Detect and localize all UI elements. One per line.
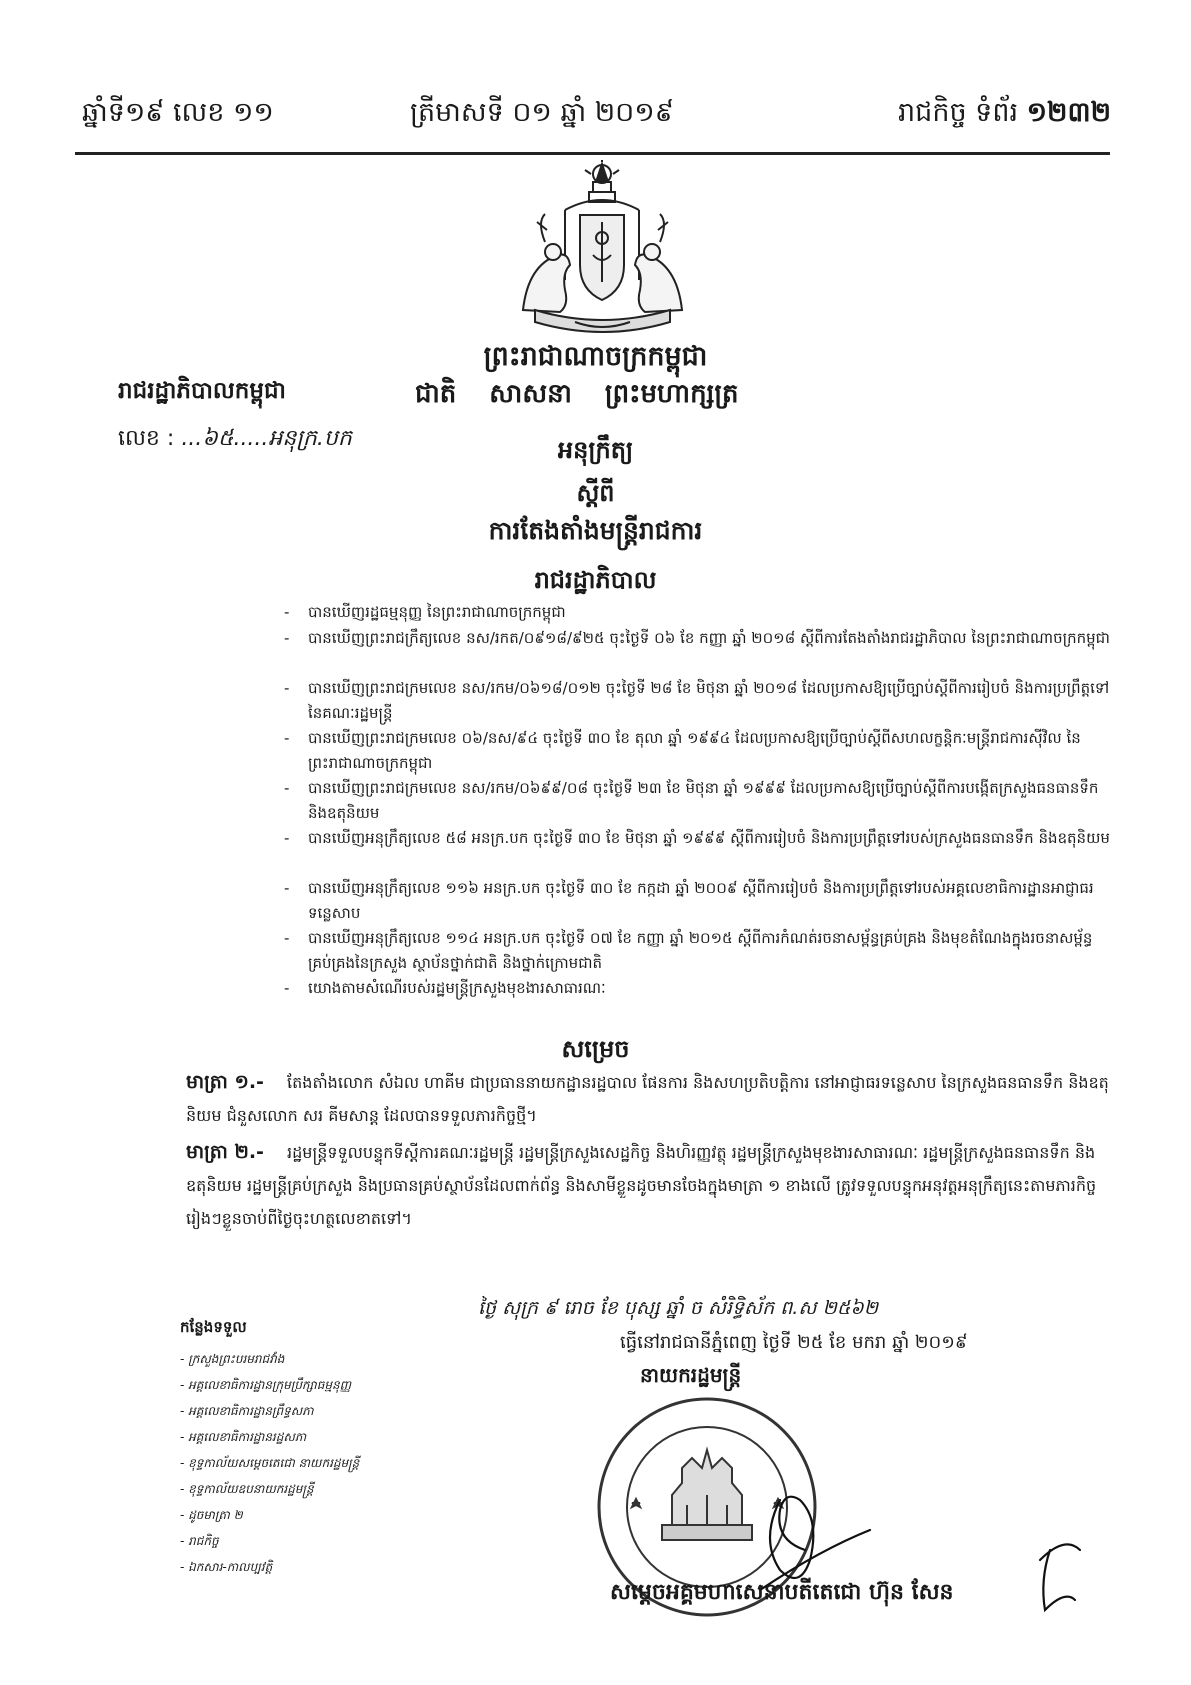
solar-date: ធ្វើនៅរាជធានីភ្នំពេញ ថ្ងៃទី ២៥ ខែ មករា ឆ្នាំ ២០១៩ — [620, 1332, 968, 1353]
recipients-list — [180, 1318, 440, 1580]
recipient-item: - ក្រសួងព្រះបរមរាជវាំង — [180, 1352, 285, 1366]
reference-item: - បានឃើញព្រះរាជក្រឹត្យលេខ នស/រកត/០៩១៨/៩២៥ ចុះថ្ងៃទី ០៦ ខែ កញ្ញា ឆ្នាំ ២០១៨ ស្តីពីការតែងតាំងរាជរដ្ឋាភិបាល នៃព្រះរាជាណាចក្រកម្ពុជា — [280, 626, 1110, 676]
reference-item: - យោងតាមសំណើរបស់រដ្ឋមន្ត្រីក្រសួងមុខងារសាធារណៈ — [280, 976, 1110, 1002]
reference-item: - បានឃើញអនុក្រឹត្យលេខ ១១៦ អនក្រ.បក ចុះថ្ងៃទី ៣០ ខែ កក្កដា ឆ្នាំ ២០០៩ ស្តីពីការរៀបចំ និងការប្រព្រឹត្តទៅរបស់អគ្គលេខាធិការដ្ឋានអាជ្ញាធរទន្លេសាប — [280, 876, 1110, 926]
issuer: រាជរដ្ឋាភិបាល — [534, 566, 657, 594]
reference-item: - បានឃើញអនុក្រឹត្យលេខ ១១៤ អនក្រ.បក ចុះថ្ងៃទី ០៧ ខែ កញ្ញា ឆ្នាំ ២០១៥ ស្តីពីការកំណត់រចនាសម្ព័ន្ធគ្រប់គ្រង និងមុខតំណែងក្នុងរចនាសម្ព័ន្ធគ្រប់គ្រងនៃក្រសួង ស្ថាប័នថ្នាក់ជាតិ និងថ្នាក់ក្រោមជាតិ — [280, 926, 1110, 976]
gazette-page-label: រាជកិច្ច ទំព័រ — [898, 97, 1019, 128]
document-number-label: លេខ : — [118, 426, 175, 451]
national-motto: ជាតិ សាសនា ព្រះមហាក្សត្រ — [415, 379, 739, 409]
reference-item: - បានឃើញអនុក្រឹត្យលេខ ៥៨ អនក្រ.បក ចុះថ្ងៃទី ៣០ ខែ មិថុនា ឆ្នាំ ១៩៩៩ ស្តីពីការរៀបចំ និងការប្រព្រឹត្តទៅរបស់ក្រសួងធនធានទឹក និងឧតុនិយម — [280, 826, 1110, 876]
decision-title: សម្រេច — [561, 1035, 630, 1063]
recipients-title: កន្លែងទទួល — [180, 1318, 247, 1336]
recipient-item: - ខុទ្ទកាល័យឧបនាយករដ្ឋមន្ត្រី — [180, 1482, 314, 1496]
reference-item: - បានឃើញព្រះរាជក្រមលេខ នស/រកម/០៦១៨/០១២ ចុះថ្ងៃទី ២៨ ខែ មិថុនា ឆ្នាំ ២០១៨ ដែលប្រកាសឱ្យប្រើច្បាប់ស្តីពីការរៀបចំ និងការប្រព្រឹត្តទៅ នៃគណៈរដ្ឋមន្ត្រី — [280, 676, 1110, 726]
gazette-quarter: ត្រីមាសទី ០១ ឆ្នាំ ២០១៩ — [410, 97, 674, 128]
document-subject-prefix: ស្តីពី — [576, 479, 615, 507]
kingdom-name: ព្រះរាជាណាចក្រកម្ពុជា — [483, 341, 708, 372]
reference-item: - បានឃើញព្រះរាជក្រមលេខ ០៦/នស/៩៤ ចុះថ្ងៃទី ៣០ ខែ តុលា ឆ្នាំ ១៩៩៤ ដែលប្រកាសឱ្យប្រើច្បាប់ស្តីពីសហលក្ខន្តិកៈមន្ត្រីរាជការស៊ីវិល នៃព្រះរាជាណាចក្រកម្ពុជា — [280, 726, 1110, 776]
article-text: រដ្ឋមន្ត្រីទទួលបន្ទុកទីស្តីការគណៈរដ្ឋមន្ត្រី រដ្ឋមន្ត្រីក្រសួងសេដ្ឋកិច្ច និងហិរញ្ញវត្ថុ រដ្ឋមន្ត្រីក្រសួងមុខងារសាធារណៈ រដ្ឋមន្ត្រីក្រសួងធនធានទឹក និងឧតុនិយម រដ្ឋមន្ត្រីគ្រប់ក្រសួង និងប្រធានគ្រប់ស្ថាប័នដែលពាក់ព័ន្ធ និងសាមីខ្លួនដូចមានចែងក្នុងមាត្រា ១ ខាងលើ ត្រូវទទួលបន្ទុកអនុវត្តអនុក្រឹត្យនេះតាមភារកិច្ចរៀងៗខ្លួនចាប់ពីថ្ងៃចុះហត្ថលេខាតទៅ។ — [186, 1143, 1097, 1228]
government-name: រាជរដ្ឋាភិបាលកម្ពុជា — [118, 378, 286, 404]
document-subject: ការតែងតាំងមន្ត្រីរាជការ — [488, 516, 703, 545]
recipient-item: - អគ្គលេខាធិការដ្ឋានរដ្ឋសភា — [180, 1430, 307, 1444]
recipient-item: - អគ្គលេខាធិការដ្ឋានព្រឹទ្ធសភា — [180, 1404, 314, 1418]
gazette-page — [898, 96, 1111, 130]
gazette-year-issue: ឆ្នាំទី១៩ លេខ ១១ — [82, 97, 274, 128]
reference-item: - បានឃើញរដ្ឋធម្មនុញ្ញ នៃព្រះរាជាណាចក្រកម្ពុជា — [280, 600, 1110, 626]
article-label: មាត្រា ២.- — [186, 1141, 264, 1163]
reference-item: - បានឃើញព្រះរាជក្រមលេខ នស/រកម/០៦៩៩/០៨ ចុះថ្ងៃទី ២៣ ខែ មិថុនា ឆ្នាំ ១៩៩៩ ដែលប្រកាសឱ្យប្រើច្បាប់ស្តីពីការបង្កើតក្រសួងធនធានទឹក និងឧតុនិយម — [280, 776, 1110, 826]
article-text: តែងតាំងលោក សំឯល ហាគីម ជាប្រធាននាយកដ្ឋានរដ្ឋបាល ផែនការ និងសហប្រតិបត្តិការ នៅអាជ្ញាធរទន្លេសាប នៃក្រសួងធនធានទឹក និងឧតុនិយម ជំនួសលោក សរ គីមសាន្ត ដែលបានទទួលភារកិច្ចថ្មី។ — [186, 1073, 1109, 1125]
recipient-item: - ខុទ្ទកាល័យសម្តេចតេជោ នាយករដ្ឋមន្ត្រី — [180, 1456, 360, 1470]
article-1 — [186, 1066, 1111, 1132]
header-divider — [75, 152, 1110, 155]
gazette-page-number: ១២៣២ — [1026, 97, 1111, 128]
recipient-item: - ឯកសារ-កាលប្បវត្តិ — [180, 1560, 273, 1574]
document-number-value: ...៦៥.....អនុក្រ.បក — [181, 426, 352, 451]
recipient-item: - រាជកិច្ច — [180, 1534, 219, 1548]
royal-coat-of-arms-icon — [505, 160, 700, 340]
recipient-item: - អគ្គលេខាធិការដ្ឋានក្រុមប្រឹក្សាធម្មនុញ្ញ — [180, 1378, 352, 1392]
lunar-date: ថ្ងៃ សុក្រ ៩ រោច ខែ បុស្ស ឆ្នាំ ច សំរិទ្ធិស័ក ព.ស ២៥៦២ — [478, 1297, 879, 1319]
signatory-title: នាយករដ្ឋមន្ត្រី — [640, 1363, 742, 1387]
article-label: មាត្រា ១.- — [186, 1071, 264, 1093]
article-2 — [186, 1136, 1111, 1235]
legal-references — [280, 600, 1110, 1002]
recipient-item: - ដូចមាត្រា ២ — [180, 1508, 243, 1522]
document-type: អនុក្រឹត្យ — [557, 436, 634, 464]
signatory-name: សម្តេចអគ្គមហាសេនាបតីតេជោ ហ៊ុន សែន — [610, 1580, 954, 1605]
